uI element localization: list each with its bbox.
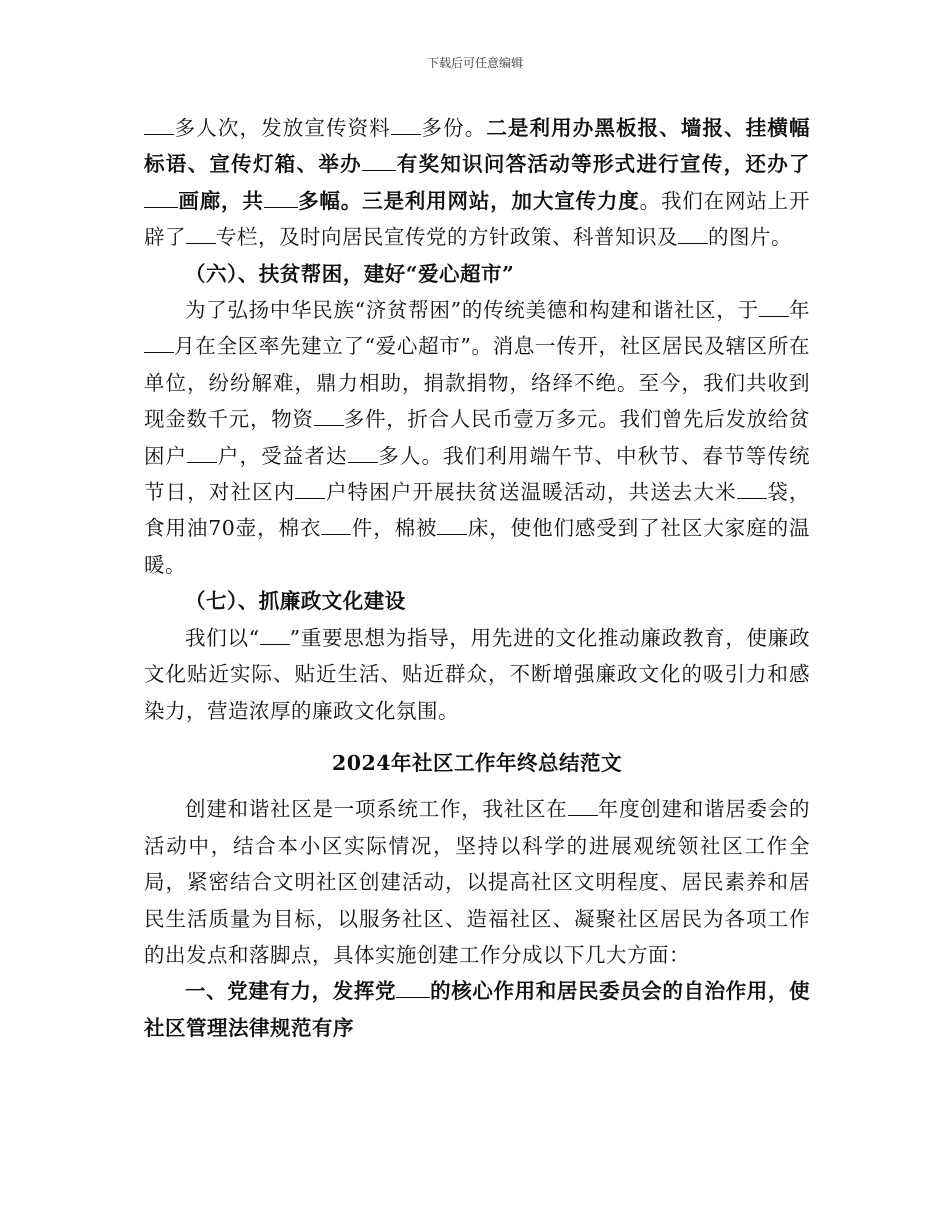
blank-line: [737, 482, 767, 499]
blank-line: [396, 981, 430, 998]
paragraph-love-supermarket: 为了弘扬中华民族“济贫帮困”的传统美德和构建和谐社区，于 年月在全区率先建立了“爱心超市”。消息一传开，社区居民及辖区所在单位，纷纷解难，鼎力相助，捐款捐物，络绎不绝。至今，我们共收到现金数千元，物资 多件，折合人民币壹万多元。我们曾先后发放给贫困户 户，受益者达 多人。我们利用端午节、中秋节、春节等传统节日，对社区内 户特困户开展扶贫送温暖活动，共送去大米 袋，食用油70壶，棉衣 件，棉被 床，使他们感受到了社区大家庭的温暖。: [144, 298, 811, 577]
document-body: [144, 110, 810, 1046]
blank-line: [321, 518, 351, 535]
section-heading-7: （七）、抓廉政文化建设: [185, 589, 406, 614]
paragraph-clean-government: 我们以“ ”重要思想为指导，用先进的文化推动廉政教育，使廉政文化贴近实际、贴近生活、贴近群众，不断增强廉政文化的吸引力和感染力，营造浓厚的廉政文化氛围。: [144, 625, 810, 723]
blank-line: [187, 446, 217, 463]
paragraph-intro: 创建和谐社区是一项系统工作，我社区在 年度创建和谐居委会的活动中，结合本小区实际情况，坚持以科学的进展观统领社区工作全局，紧密结合文明社区创建活动，以提高社区文明程度、居民素养和居民生活质量为目标，以服务社区、造福社区、凝聚社区居民为各项工作的出发点和落脚点，具体实施创建工作分成以下几大方面：: [144, 797, 810, 967]
blank-line: [264, 191, 298, 208]
blank-line: [295, 482, 325, 499]
blank-line: [348, 446, 378, 463]
blank-line: [144, 118, 174, 135]
blank-line: [678, 227, 708, 244]
blank-line: [186, 227, 216, 244]
blank-line: [437, 518, 467, 535]
section-heading-6: （六）、扶贫帮困，建好“爱心超市”: [185, 261, 515, 286]
blank-line: [314, 409, 344, 426]
document-title: 2024年社区工作年终总结范文: [331, 750, 623, 775]
paragraph-publicity: 多人次，发放宣传资料 多份。二是利用办黑板报、墙报、挂横幅标语、宣传灯箱、举办 有奖知识问答活动等形式进行宣传，还办了画廊，共 多幅。三是利用网站，加大宣传力度。我们在网站上开辟了 专栏，及时向居民宣传党的方针政策、科普知识及 的图片。: [144, 116, 811, 250]
page-header: 下载后可任意编辑: [426, 56, 523, 70]
section-heading-1: 一、党建有力，发挥党 的核心作用和居民委员会的自治作用，使社区管理法律规范有序: [144, 979, 811, 1040]
blank-line: [759, 300, 789, 317]
blank-line: [568, 799, 598, 816]
blank-line: [144, 336, 174, 353]
blank-line: [391, 118, 421, 135]
blank-line: [362, 154, 396, 171]
blank-line: [144, 191, 178, 208]
blank-line: [260, 628, 290, 645]
